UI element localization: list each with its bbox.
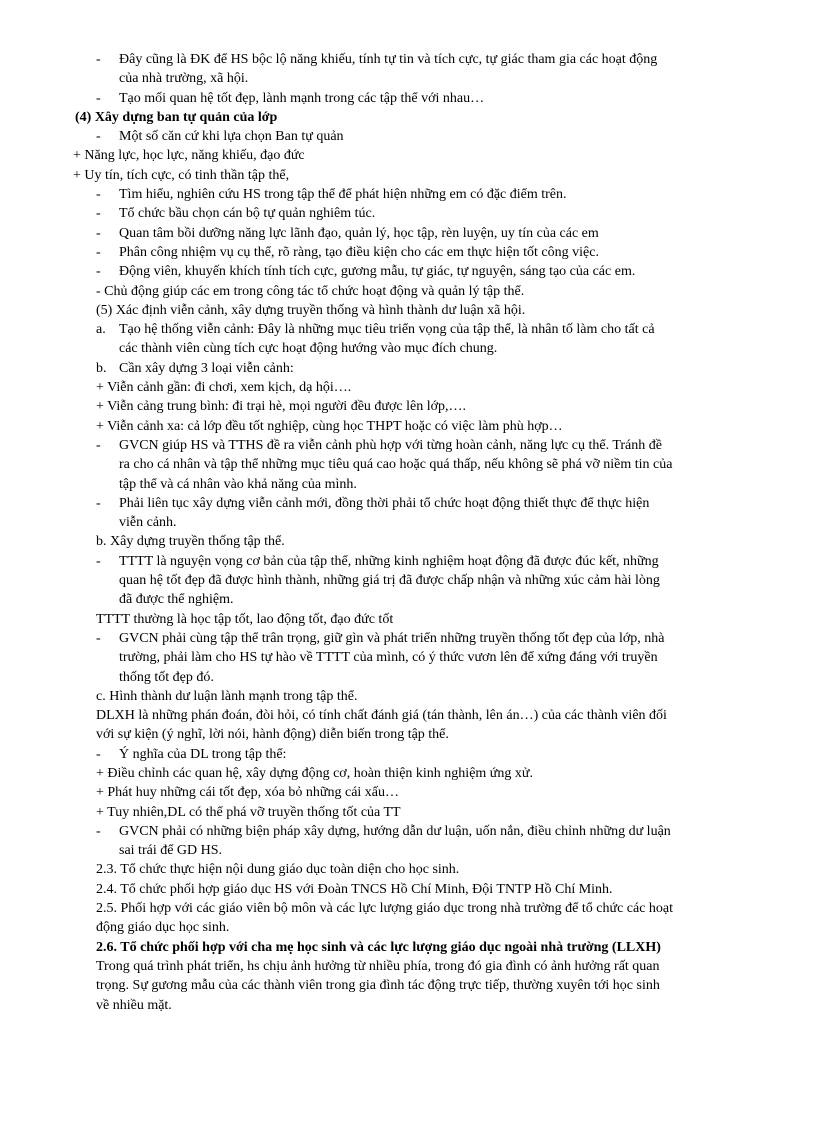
bullet-dash: - xyxy=(96,90,101,106)
text-line xyxy=(0,860,816,879)
text-line xyxy=(0,571,816,590)
text-line xyxy=(0,745,816,764)
line-text: + Tuy nhiên,DL có thể phá vỡ truyền thống tốt của TT xyxy=(96,804,401,820)
text-line xyxy=(0,494,816,513)
text-line xyxy=(0,127,816,146)
line-text: 2.3. Tổ chức thực hiện nội dung giáo dục toàn diện cho học sinh. xyxy=(96,862,460,878)
line-text: Một số căn cứ khi lựa chọn Ban tự quản xyxy=(119,129,344,145)
line-text: 2.4. Tổ chức phối hợp giáo dục HS với Đoàn TNCS Hồ Chí Minh, Đội TNTP Hồ Chí Minh. xyxy=(96,881,613,897)
bullet-dash: - xyxy=(96,187,101,203)
bullet-dash: - xyxy=(96,630,101,646)
bullet-dash: - xyxy=(96,129,101,145)
text-line xyxy=(0,880,816,899)
line-text: GVCN giúp HS và TTHS đề ra viễn cảnh phù hợp với từng hoàn cảnh, năng lực cụ thể. Tránh đề xyxy=(119,437,662,453)
line-text: thống tốt đẹp đó. xyxy=(119,669,214,685)
bullet-dash: - xyxy=(96,746,101,762)
text-line xyxy=(0,455,816,474)
line-text: + Phát huy những cái tốt đẹp, xóa bỏ những cái xấu… xyxy=(96,785,400,801)
line-text: (5) Xác định viễn cảnh, xây dựng truyền thống và hình thành dư luận xã hội. xyxy=(96,302,526,318)
text-line xyxy=(0,417,816,436)
line-text: + Viễn cảng trung bình: đi trại hè, mọi người đều được lên lớp,…. xyxy=(96,399,467,415)
line-text: GVCN phải cùng tập thể trân trọng, giữ gìn và phát triển những truyền thống tốt đẹp của lớp, nhà xyxy=(119,630,665,646)
bullet-dash: - xyxy=(96,553,101,569)
text-line xyxy=(0,204,816,223)
line-text: + Viễn cảnh gần: đi chơi, xem kịch, dạ hội…. xyxy=(96,380,352,396)
text-line xyxy=(0,282,816,301)
text-line xyxy=(0,590,816,609)
line-text: + Uy tín, tích cực, có tinh thần tập thể, xyxy=(73,167,290,183)
line-text: Tổ chức bầu chọn cán bộ tự quản nghiêm túc. xyxy=(119,206,376,222)
line-text: trọng. Sự gương mẫu của các thành viên trong gia đình tác động trực tiếp, thường xuyên tới học sinh xyxy=(96,978,660,994)
bullet-dash: - xyxy=(96,206,101,222)
line-text: c. Hình thành dư luận lành mạnh trong tập thể. xyxy=(96,688,358,704)
line-text: động giáo dục học sinh. xyxy=(96,920,230,936)
text-line xyxy=(0,320,816,339)
text-line xyxy=(0,552,816,571)
document-page xyxy=(0,50,816,1015)
text-line xyxy=(0,996,816,1015)
text-line xyxy=(0,301,816,320)
line-text: đã được thể nghiệm. xyxy=(119,592,234,608)
line-text: của nhà trường, xã hội. xyxy=(119,71,249,87)
list-marker: b. xyxy=(96,360,107,376)
bullet-dash: - xyxy=(96,244,101,260)
bullet-dash: - xyxy=(96,225,101,241)
text-line xyxy=(0,166,816,185)
line-text: 2.6. Tổ chức phối hợp với cha mẹ học sinh và các lực lượng giáo dục ngoài nhà trường (LLXH) xyxy=(96,939,661,955)
text-line xyxy=(0,339,816,358)
line-text: Động viên, khuyến khích tính tích cực, gương mẫu, tự giác, tự nguyện, sáng tạo của các em. xyxy=(119,264,636,280)
list-marker: a. xyxy=(96,322,106,338)
line-text: Quan tâm bồi dưỡng năng lực lãnh đạo, quản lý, học tập, rèn luyện, uy tín của các em xyxy=(119,225,599,241)
line-text: sai trái để GD HS. xyxy=(119,843,223,859)
line-text: Ý nghĩa của DL trong tập thể: xyxy=(119,746,287,762)
line-text: Cần xây dựng 3 loại viễn cảnh: xyxy=(119,360,294,376)
text-line xyxy=(0,976,816,995)
text-line xyxy=(0,899,816,918)
line-text: Phân công nhiệm vụ cụ thể, rõ ràng, tạo điều kiện cho các em thực hiện tốt công việc. xyxy=(119,244,599,260)
text-line xyxy=(0,725,816,744)
line-text: 2.5. Phối hợp với các giáo viên bộ môn và các lực lượng giáo dục trong nhà trường để tổ chức các hoạt xyxy=(96,901,674,917)
text-line xyxy=(0,224,816,243)
text-line xyxy=(0,262,816,281)
text-line xyxy=(0,436,816,455)
bullet-dash: - xyxy=(96,264,101,280)
text-line xyxy=(0,378,816,397)
text-line xyxy=(0,783,816,802)
text-line xyxy=(0,610,816,629)
text-line xyxy=(0,146,816,165)
line-text: DLXH là những phán đoán, đòi hỏi, có tính chất đánh giá (tán thành, lên án…) của các thành viên đối xyxy=(96,708,667,724)
line-text: b. Xây dựng truyền thống tập thể. xyxy=(96,534,285,550)
line-text: về nhiều mặt. xyxy=(96,997,172,1013)
text-line xyxy=(0,687,816,706)
text-line xyxy=(0,803,816,822)
text-line xyxy=(0,185,816,204)
line-text: Phải liên tục xây dựng viễn cảnh mới, đồng thời phải tổ chức hoạt động thiết thực để thực hiện xyxy=(119,495,650,511)
line-text: - Chủ động giúp các em trong công tác tổ chức hoạt động và quản lý tập thể. xyxy=(96,283,525,299)
line-text: Tìm hiểu, nghiên cứu HS trong tập thể để phát hiện những em có đặc điểm trên. xyxy=(119,187,567,203)
text-line xyxy=(0,243,816,262)
line-text: với sự kiện (ý nghĩ, lời nói, hành động) diễn biến trong tập thể. xyxy=(96,727,449,743)
text-line xyxy=(0,513,816,532)
line-text: tập thể và cá nhân vào khả năng của mình. xyxy=(119,476,357,492)
text-line xyxy=(0,648,816,667)
line-text: Đây cũng là ĐK để HS bộc lộ năng khiếu, tính tự tin và tích cực, tự giác tham gia các hoạt động xyxy=(119,52,658,67)
text-line xyxy=(0,957,816,976)
text-line xyxy=(0,822,816,841)
text-line xyxy=(0,629,816,648)
line-text: + Viễn cảnh xa: cả lớp đều tốt nghiệp, cùng học THPT hoặc có việc làm phù hợp… xyxy=(96,418,563,434)
text-line xyxy=(0,69,816,88)
line-text: ra cho cá nhân và tập thể những mục tiêu quá cao hoặc quá thấp, nếu không sẽ phá vỡ niềm tin của xyxy=(119,457,673,473)
line-text: TTTT thường là học tập tốt, lao động tốt, đạo đức tốt xyxy=(96,611,394,627)
line-text: Tạo hệ thống viễn cảnh: Đây là những mục tiêu triển vọng của tập thể, là nhân tố làm cho tất cả xyxy=(119,322,655,338)
line-text: trường, phải làm cho HS tự hào về TTTT của mình, có ý thức vươn lên để xứng đáng với truyền xyxy=(119,650,658,666)
text-line xyxy=(0,706,816,725)
line-text: viễn cảnh. xyxy=(119,515,177,531)
text-line xyxy=(0,938,816,957)
line-text: + Điều chỉnh các quan hệ, xây dựng động cơ, hoàn thiện kinh nghiệm ứng xử. xyxy=(96,765,533,781)
line-text: (4) Xây dựng ban tự quản của lớp xyxy=(75,109,278,125)
text-line xyxy=(0,50,816,69)
bullet-dash: - xyxy=(96,823,101,839)
line-text: TTTT là nguyện vọng cơ bản của tập thể, những kinh nghiệm hoạt động đã được đúc kết, những xyxy=(119,553,659,569)
bullet-dash: - xyxy=(96,495,101,511)
text-line xyxy=(0,108,816,127)
text-line xyxy=(0,918,816,937)
line-text: các thành viên cùng tích cực hoạt động hướng vào mục đích chung. xyxy=(119,341,498,357)
line-text: GVCN phải có những biện pháp xây dựng, hướng dẫn dư luận, uốn nắn, điều chỉnh những dư luận xyxy=(119,823,671,839)
text-line xyxy=(0,841,816,860)
text-line xyxy=(0,668,816,687)
bullet-dash: - xyxy=(96,52,101,67)
text-line xyxy=(0,89,816,108)
line-text: quan hệ tốt đẹp đã được hình thành, những giá trị đã được chấp nhận và những xúc cảm hài lòng xyxy=(119,573,660,589)
text-line xyxy=(0,359,816,378)
text-line xyxy=(0,764,816,783)
bullet-dash: - xyxy=(96,437,101,453)
line-text: + Năng lực, học lực, năng khiếu, đạo đức xyxy=(73,148,305,164)
line-text: Tạo mối quan hệ tốt đẹp, lành mạnh trong các tập thể với nhau… xyxy=(119,90,485,106)
text-line xyxy=(0,532,816,551)
text-line xyxy=(0,397,816,416)
text-line xyxy=(0,475,816,494)
line-text: Trong quá trình phát triển, hs chịu ảnh hưởng từ nhiều phía, trong đó gia đình có ảnh hưởng rất quan xyxy=(96,958,660,974)
